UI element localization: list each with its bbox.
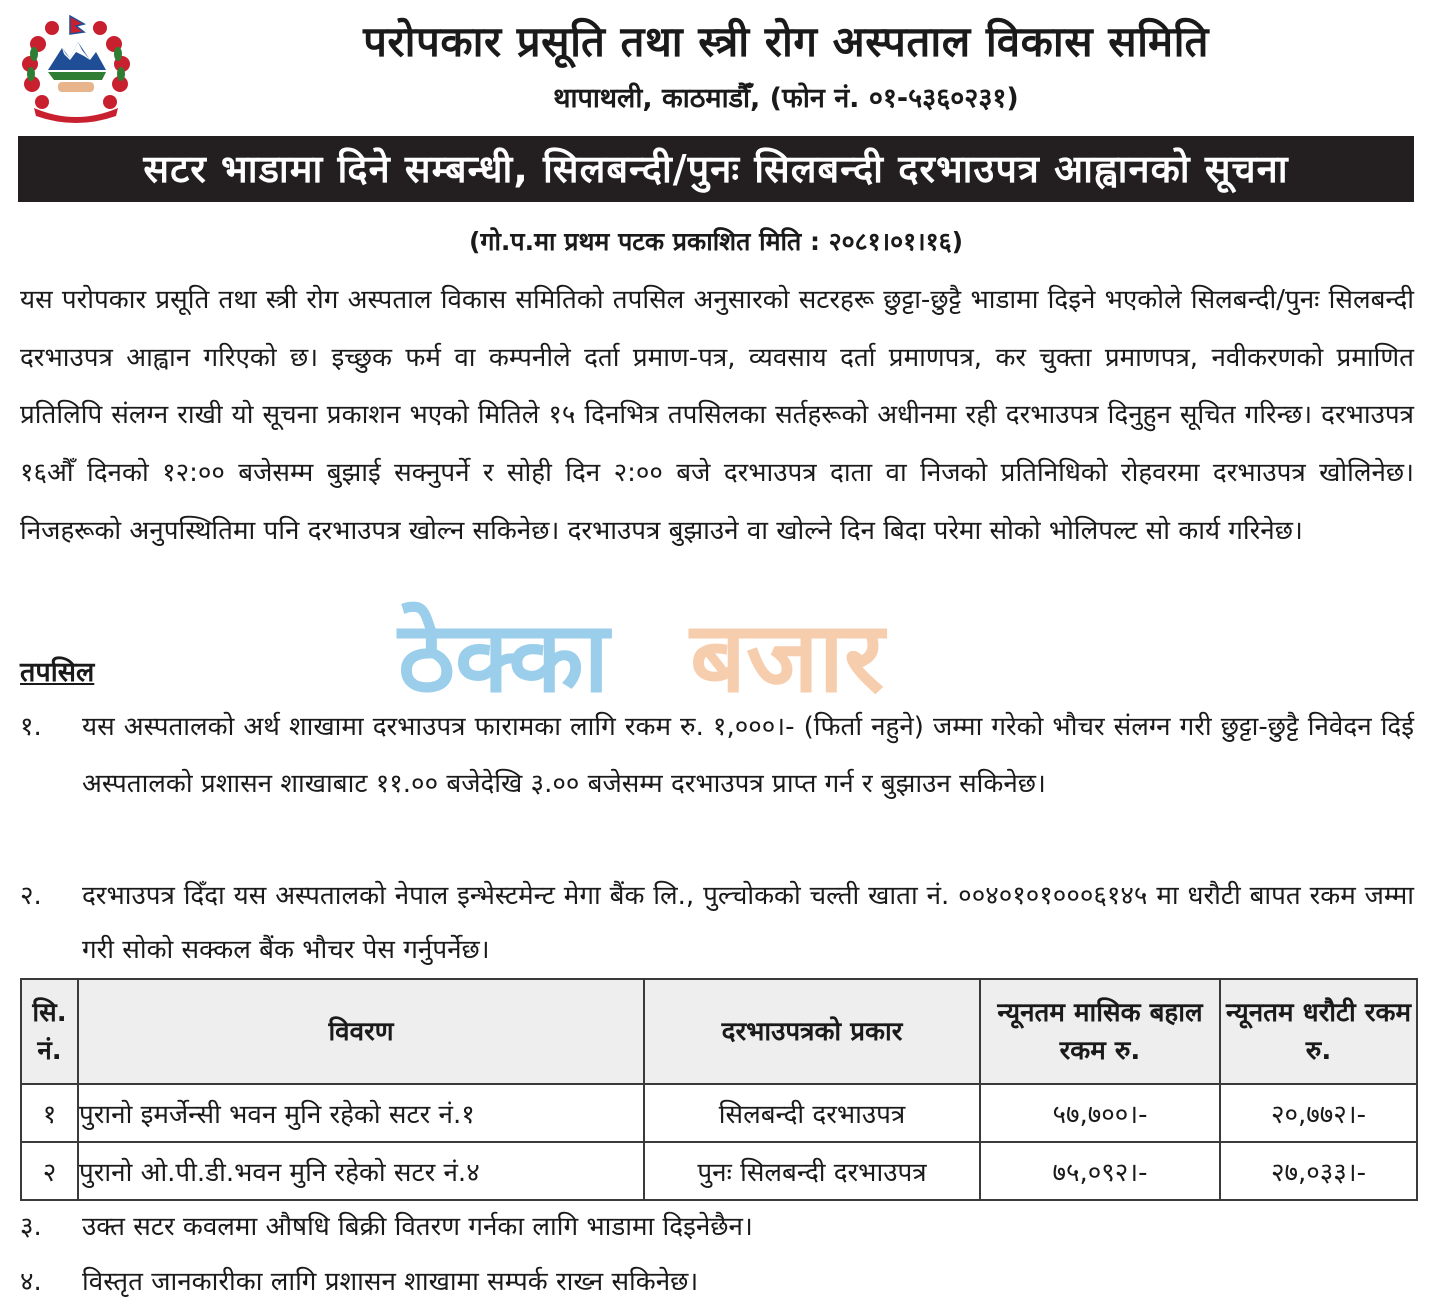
list-item-number: ३. [20, 1212, 42, 1242]
table-header-row [21, 979, 1417, 1084]
list-item-number: ४. [20, 1267, 42, 1297]
header-min-rent: न्यूनतम मासिक बहाल रकम रु. [980, 979, 1220, 1084]
list-item-text: विस्तृत जानकारीका लागि प्रशासन शाखामा सम्पर्क राख्न सकिनेछ। [82, 1267, 699, 1297]
list-item-text: दरभाउपत्र दिँदा यस अस्पतालको नेपाल इन्भेस्टमेन्ट मेगा बैंक लि., पुल्चोकको चल्ती खाता नं. ००४०१०१०००६१४५ मा धरौटी बापत रकम जम्मा गरी सोको सक्कल बैंक भौचर पेस गर्नुपर्नेछ। [82, 881, 1414, 965]
header-serial: सि. नं. [21, 979, 78, 1084]
table-row [21, 1142, 1417, 1200]
list-item-number: १. [20, 712, 42, 742]
publication-date: (गो.प.मा प्रथम पटक प्रकाशित मिति : २०८१।०१।१६) [468, 227, 964, 256]
cell-serial: १ [21, 1084, 78, 1142]
shutter-rates-table [20, 978, 1418, 1201]
cell-bid-type: सिलबन्दी दरभाउपत्र [644, 1084, 980, 1142]
header-description: विवरण [78, 979, 644, 1084]
list-item-text: यस अस्पतालको अर्थ शाखामा दरभाउपत्र फारामका लागि रकम रु. १,०००।- (फिर्ता नहुने) जम्मा गरेको भौचर संलग्न गरी छुट्टा-छुट्टै निवेदन दिई अस्पतालको प्रशासन शाखाबाट ११.०० बजेदेखि ३.०० बजेसम्म दरभाउपत्र प्राप्त गर्न र बुझाउन सकिनेछ। [82, 712, 1414, 799]
cell-min-rent: ७५,०९२।- [980, 1142, 1220, 1200]
org-address: थापाथली, काठमाडौँ, (फोन नं. ०१-५३६०२३१) [553, 83, 1019, 114]
cell-serial: २ [21, 1142, 78, 1200]
cell-description: पुरानो ओ.पी.डी.भवन मुनि रहेको सटर नं.४ [78, 1142, 644, 1200]
watermark-part2: बजार [690, 601, 885, 715]
table-row [21, 1084, 1417, 1142]
header-bid-type: दरभाउपत्रको प्रकार [644, 979, 980, 1084]
cell-min-deposit: २७,०३३।- [1220, 1142, 1417, 1200]
tapasil-heading: तपसिल [20, 657, 95, 688]
list-item-number: २. [20, 881, 42, 911]
list-item-text: उक्त सटर कवलमा औषधि बिक्री वितरण गर्नका लागि भाडामा दिइनेछैन। [82, 1212, 753, 1242]
header [0, 0, 1432, 132]
notice-headline: सटर भाडामा दिने सम्बन्धी, सिलबन्दी/पुनः सिलबन्दी दरभाउपत्र आह्वानको सूचना [18, 136, 1414, 202]
notice-body: यस परोपकार प्रसूति तथा स्त्री रोग अस्पताल विकास समितिको तपसिल अनुसारको सटरहरू छुट्टा-छुट्टै भाडामा दिइने भएकोले सिलबन्दी/पुनः सिलबन्दी दरभाउपत्र आह्वान गरिएको छ। इच्छुक फर्म वा कम्पनीले दर्ता प्रमाण-पत्र, व्यवसाय दर्ता प्रमाणपत्र, कर चुक्ता प्रमाणपत्र, नवीकरणको प्रमाणित प्रतिलिपि संलग्न राखी यो सूचना प्रकाशन भएको मितिले १५ दिनभित्र तपसिलका सर्तहरूको अधीनमा रही दरभाउपत्र दिनुहुन सूचित गरिन्छ। दरभाउपत्र १६औँ दिनको १२:०० बजेसम्म बुझाई सक्नुपर्ने र सोही दिन २:०० बजे दरभाउपत्र दाता वा निजको प्रतिनिधिको रोहवरमा दरभाउपत्र खोलिनेछ। निजहरूको अनुपस्थितिमा पनि दरभाउपत्र खोल्न सकिनेछ। दरभाउपत्र बुझाउने वा खोल्ने दिन बिदा परेमा सोको भोलिपल्ट सो कार्य गरिनेछ। [20, 285, 1414, 546]
cell-min-deposit: २०,७७२।- [1220, 1084, 1417, 1142]
cell-bid-type: पुनः सिलबन्दी दरभाउपत्र [644, 1142, 980, 1200]
nepal-emblem-icon [18, 14, 134, 126]
cell-min-rent: ५७,७००।- [980, 1084, 1220, 1142]
org-title: परोपकार प्रसूति तथा स्त्री रोग अस्पताल विकास समिति [363, 17, 1209, 66]
cell-description: पुरानो इमर्जेन्सी भवन मुनि रहेको सटर नं.१ [78, 1084, 644, 1142]
watermark-part1: ठेक्का [398, 601, 609, 715]
header-min-deposit: न्यूनतम धरौटी रकम रु. [1220, 979, 1417, 1084]
